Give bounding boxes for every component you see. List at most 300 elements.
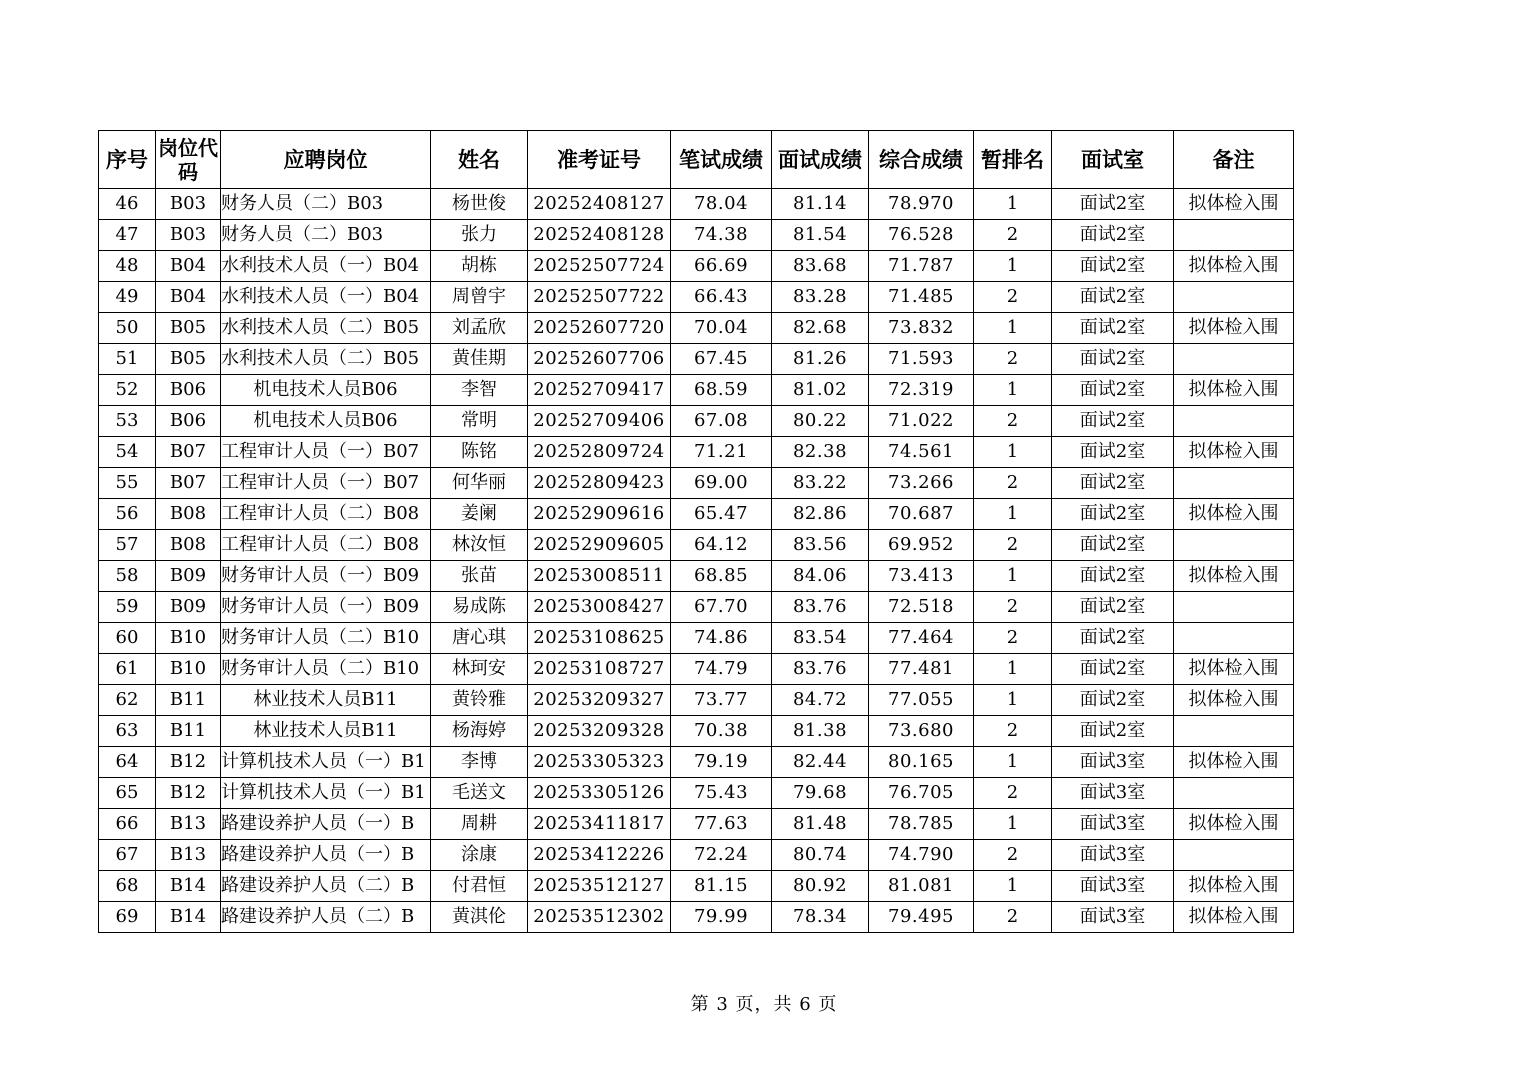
interview-room-cell: 面试2室 bbox=[1052, 189, 1174, 220]
exam-number-cell: 20253108625 bbox=[528, 623, 671, 654]
exam-number-cell: 20253512302 bbox=[528, 902, 671, 933]
exam-number-cell: 20253305126 bbox=[528, 778, 671, 809]
candidate-name-cell: 林汝恒 bbox=[431, 530, 528, 561]
total-score-cell: 79.495 bbox=[869, 902, 974, 933]
written-score-cell: 70.38 bbox=[671, 716, 772, 747]
row-number-cell: 64 bbox=[99, 747, 156, 778]
header-cell: 笔试成绩 bbox=[671, 131, 772, 189]
row-number-cell: 52 bbox=[99, 375, 156, 406]
candidate-name-cell: 黄佳期 bbox=[431, 344, 528, 375]
remark-cell: 拟体检入围 bbox=[1174, 499, 1294, 530]
exam-number-cell: 20252809724 bbox=[528, 437, 671, 468]
candidate-name-cell: 付君恒 bbox=[431, 871, 528, 902]
exam-number-cell: 20253305323 bbox=[528, 747, 671, 778]
post-name-cell: 财务审计人员（二）B10 bbox=[221, 654, 431, 685]
post-code-cell: B07 bbox=[156, 437, 221, 468]
written-score-cell: 74.79 bbox=[671, 654, 772, 685]
total-score-cell: 74.561 bbox=[869, 437, 974, 468]
total-score-cell: 70.687 bbox=[869, 499, 974, 530]
total-score-cell: 71.485 bbox=[869, 282, 974, 313]
post-name-cell: 财务审计人员（一）B09 bbox=[221, 592, 431, 623]
candidate-name-cell: 涂康 bbox=[431, 840, 528, 871]
rank-cell: 1 bbox=[974, 189, 1052, 220]
interview-score-cell: 80.74 bbox=[772, 840, 869, 871]
rank-cell: 1 bbox=[974, 437, 1052, 468]
rank-cell: 1 bbox=[974, 654, 1052, 685]
candidate-name-cell: 陈铭 bbox=[431, 437, 528, 468]
interview-room-cell: 面试3室 bbox=[1052, 871, 1174, 902]
post-code-cell: B13 bbox=[156, 840, 221, 871]
remark-cell: 拟体检入围 bbox=[1174, 809, 1294, 840]
post-name-cell: 财务审计人员（二）B10 bbox=[221, 623, 431, 654]
exam-number-cell: 20252909616 bbox=[528, 499, 671, 530]
table-row bbox=[99, 282, 1294, 313]
post-name-cell: 工程审计人员（一）B07 bbox=[221, 468, 431, 499]
candidate-name-cell: 周曾宇 bbox=[431, 282, 528, 313]
total-score-cell: 78.785 bbox=[869, 809, 974, 840]
row-number-cell: 50 bbox=[99, 313, 156, 344]
total-score-cell: 76.705 bbox=[869, 778, 974, 809]
post-name-cell: 工程审计人员（二）B08 bbox=[221, 499, 431, 530]
written-score-cell: 71.21 bbox=[671, 437, 772, 468]
post-name-cell: 路建设养护人员（二）B bbox=[221, 902, 431, 933]
candidate-name-cell: 黄淇伦 bbox=[431, 902, 528, 933]
rank-cell: 1 bbox=[974, 747, 1052, 778]
interview-room-cell: 面试2室 bbox=[1052, 437, 1174, 468]
written-score-cell: 68.85 bbox=[671, 561, 772, 592]
written-score-cell: 73.77 bbox=[671, 685, 772, 716]
post-name-cell: 财务审计人员（一）B09 bbox=[221, 561, 431, 592]
total-score-cell: 73.680 bbox=[869, 716, 974, 747]
total-score-cell: 77.055 bbox=[869, 685, 974, 716]
interview-score-cell: 83.22 bbox=[772, 468, 869, 499]
total-score-cell: 73.266 bbox=[869, 468, 974, 499]
row-number-cell: 54 bbox=[99, 437, 156, 468]
interview-score-cell: 83.28 bbox=[772, 282, 869, 313]
post-code-cell: B06 bbox=[156, 406, 221, 437]
rank-cell: 1 bbox=[974, 685, 1052, 716]
interview-room-cell: 面试3室 bbox=[1052, 778, 1174, 809]
rank-cell: 2 bbox=[974, 840, 1052, 871]
candidate-name-cell: 张苗 bbox=[431, 561, 528, 592]
interview-room-cell: 面试2室 bbox=[1052, 623, 1174, 654]
remark-cell: 拟体检入围 bbox=[1174, 189, 1294, 220]
table-row bbox=[99, 840, 1294, 871]
post-code-cell: B03 bbox=[156, 189, 221, 220]
post-code-cell: B04 bbox=[156, 251, 221, 282]
total-score-cell: 71.787 bbox=[869, 251, 974, 282]
candidate-name-cell: 黄铃雅 bbox=[431, 685, 528, 716]
rank-cell: 2 bbox=[974, 716, 1052, 747]
written-score-cell: 79.99 bbox=[671, 902, 772, 933]
candidate-name-cell: 胡栋 bbox=[431, 251, 528, 282]
remark-cell bbox=[1174, 282, 1294, 313]
exam-number-cell: 20252709417 bbox=[528, 375, 671, 406]
exam-number-cell: 20252909605 bbox=[528, 530, 671, 561]
row-number-cell: 46 bbox=[99, 189, 156, 220]
candidate-name-cell: 常明 bbox=[431, 406, 528, 437]
rank-cell: 1 bbox=[974, 313, 1052, 344]
header-cell: 准考证号 bbox=[528, 131, 671, 189]
header-cell: 面试室 bbox=[1052, 131, 1174, 189]
exam-number-cell: 20253209327 bbox=[528, 685, 671, 716]
table-row bbox=[99, 220, 1294, 251]
exam-number-cell: 20252607720 bbox=[528, 313, 671, 344]
post-name-cell: 计算机技术人员（一）B1 bbox=[221, 778, 431, 809]
interview-score-cell: 81.48 bbox=[772, 809, 869, 840]
post-name-cell: 路建设养护人员（二）B bbox=[221, 871, 431, 902]
remark-cell: 拟体检入围 bbox=[1174, 747, 1294, 778]
post-name-cell: 计算机技术人员（一）B1 bbox=[221, 747, 431, 778]
remark-cell bbox=[1174, 406, 1294, 437]
table-row bbox=[99, 778, 1294, 809]
header-row bbox=[99, 131, 1294, 189]
written-score-cell: 68.59 bbox=[671, 375, 772, 406]
written-score-cell: 78.04 bbox=[671, 189, 772, 220]
written-score-cell: 72.24 bbox=[671, 840, 772, 871]
table-row bbox=[99, 251, 1294, 282]
candidate-name-cell: 姜阑 bbox=[431, 499, 528, 530]
row-number-cell: 58 bbox=[99, 561, 156, 592]
total-score-cell: 81.081 bbox=[869, 871, 974, 902]
remark-cell bbox=[1174, 344, 1294, 375]
post-code-cell: B10 bbox=[156, 623, 221, 654]
row-number-cell: 59 bbox=[99, 592, 156, 623]
interview-score-cell: 82.86 bbox=[772, 499, 869, 530]
candidate-name-cell: 何华丽 bbox=[431, 468, 528, 499]
candidate-name-cell: 刘孟欣 bbox=[431, 313, 528, 344]
post-code-cell: B12 bbox=[156, 747, 221, 778]
total-score-cell: 71.022 bbox=[869, 406, 974, 437]
post-name-cell: 水利技术人员（一）B04 bbox=[221, 282, 431, 313]
rank-cell: 1 bbox=[974, 251, 1052, 282]
interview-score-cell: 81.38 bbox=[772, 716, 869, 747]
post-name-cell: 路建设养护人员（一）B bbox=[221, 809, 431, 840]
exam-number-cell: 20253008427 bbox=[528, 592, 671, 623]
candidate-name-cell: 李博 bbox=[431, 747, 528, 778]
remark-cell bbox=[1174, 592, 1294, 623]
written-score-cell: 65.47 bbox=[671, 499, 772, 530]
page-number-footer: 第 3 页，共 6 页 bbox=[690, 994, 838, 1015]
candidate-name-cell: 易成陈 bbox=[431, 592, 528, 623]
post-name-cell: 财务人员（二）B03 bbox=[221, 220, 431, 251]
post-code-cell: B10 bbox=[156, 654, 221, 685]
header-cell: 备注 bbox=[1174, 131, 1294, 189]
interview-score-cell: 82.38 bbox=[772, 437, 869, 468]
written-score-cell: 81.15 bbox=[671, 871, 772, 902]
exam-number-cell: 20253411817 bbox=[528, 809, 671, 840]
written-score-cell: 67.08 bbox=[671, 406, 772, 437]
remark-cell: 拟体检入围 bbox=[1174, 313, 1294, 344]
row-number-cell: 57 bbox=[99, 530, 156, 561]
written-score-cell: 64.12 bbox=[671, 530, 772, 561]
table-row bbox=[99, 468, 1294, 499]
rank-cell: 2 bbox=[974, 220, 1052, 251]
post-code-cell: B04 bbox=[156, 282, 221, 313]
exam-number-cell: 20252507722 bbox=[528, 282, 671, 313]
remark-cell bbox=[1174, 716, 1294, 747]
post-name-cell: 机电技术人员B06 bbox=[221, 375, 431, 406]
table-row bbox=[99, 871, 1294, 902]
row-number-cell: 69 bbox=[99, 902, 156, 933]
table-row bbox=[99, 499, 1294, 530]
interview-room-cell: 面试2室 bbox=[1052, 375, 1174, 406]
table-row bbox=[99, 530, 1294, 561]
table-row bbox=[99, 437, 1294, 468]
interview-room-cell: 面试2室 bbox=[1052, 468, 1174, 499]
candidate-name-cell: 林珂安 bbox=[431, 654, 528, 685]
interview-room-cell: 面试2室 bbox=[1052, 406, 1174, 437]
score-table bbox=[98, 130, 1294, 933]
remark-cell: 拟体检入围 bbox=[1174, 437, 1294, 468]
table-body bbox=[99, 189, 1294, 933]
written-score-cell: 79.19 bbox=[671, 747, 772, 778]
rank-cell: 1 bbox=[974, 499, 1052, 530]
interview-room-cell: 面试2室 bbox=[1052, 654, 1174, 685]
rank-cell: 1 bbox=[974, 871, 1052, 902]
interview-room-cell: 面试2室 bbox=[1052, 561, 1174, 592]
remark-cell: 拟体检入围 bbox=[1174, 654, 1294, 685]
row-number-cell: 55 bbox=[99, 468, 156, 499]
table-row bbox=[99, 685, 1294, 716]
row-number-cell: 65 bbox=[99, 778, 156, 809]
post-name-cell: 水利技术人员（一）B04 bbox=[221, 251, 431, 282]
exam-number-cell: 20253412226 bbox=[528, 840, 671, 871]
interview-room-cell: 面试2室 bbox=[1052, 716, 1174, 747]
total-score-cell: 71.593 bbox=[869, 344, 974, 375]
interview-room-cell: 面试3室 bbox=[1052, 840, 1174, 871]
interview-score-cell: 83.76 bbox=[772, 654, 869, 685]
post-code-cell: B11 bbox=[156, 685, 221, 716]
exam-number-cell: 20252408128 bbox=[528, 220, 671, 251]
candidate-name-cell: 周耕 bbox=[431, 809, 528, 840]
remark-cell bbox=[1174, 468, 1294, 499]
total-score-cell: 72.319 bbox=[869, 375, 974, 406]
post-code-cell: B08 bbox=[156, 499, 221, 530]
row-number-cell: 60 bbox=[99, 623, 156, 654]
interview-score-cell: 80.22 bbox=[772, 406, 869, 437]
interview-score-cell: 79.68 bbox=[772, 778, 869, 809]
post-code-cell: B06 bbox=[156, 375, 221, 406]
interview-room-cell: 面试2室 bbox=[1052, 344, 1174, 375]
interview-room-cell: 面试2室 bbox=[1052, 220, 1174, 251]
total-score-cell: 72.518 bbox=[869, 592, 974, 623]
interview-score-cell: 83.56 bbox=[772, 530, 869, 561]
row-number-cell: 62 bbox=[99, 685, 156, 716]
post-code-cell: B05 bbox=[156, 313, 221, 344]
remark-cell bbox=[1174, 530, 1294, 561]
row-number-cell: 47 bbox=[99, 220, 156, 251]
post-name-cell: 路建设养护人员（一）B bbox=[221, 840, 431, 871]
rank-cell: 2 bbox=[974, 623, 1052, 654]
interview-room-cell: 面试2室 bbox=[1052, 592, 1174, 623]
header-cell: 综合成绩 bbox=[869, 131, 974, 189]
post-name-cell: 机电技术人员B06 bbox=[221, 406, 431, 437]
post-name-cell: 财务人员（二）B03 bbox=[221, 189, 431, 220]
rank-cell: 2 bbox=[974, 530, 1052, 561]
post-code-cell: B08 bbox=[156, 530, 221, 561]
post-name-cell: 工程审计人员（一）B07 bbox=[221, 437, 431, 468]
remark-cell bbox=[1174, 840, 1294, 871]
remark-cell: 拟体检入围 bbox=[1174, 871, 1294, 902]
post-code-cell: B05 bbox=[156, 344, 221, 375]
interview-score-cell: 83.76 bbox=[772, 592, 869, 623]
written-score-cell: 74.38 bbox=[671, 220, 772, 251]
header-cell: 岗位代码 bbox=[156, 131, 221, 189]
remark-cell: 拟体检入围 bbox=[1174, 685, 1294, 716]
interview-score-cell: 78.34 bbox=[772, 902, 869, 933]
row-number-cell: 53 bbox=[99, 406, 156, 437]
remark-cell: 拟体检入围 bbox=[1174, 902, 1294, 933]
interview-room-cell: 面试2室 bbox=[1052, 313, 1174, 344]
table-row bbox=[99, 375, 1294, 406]
post-name-cell: 林业技术人员B11 bbox=[221, 716, 431, 747]
rank-cell: 2 bbox=[974, 282, 1052, 313]
interview-score-cell: 81.54 bbox=[772, 220, 869, 251]
table-row bbox=[99, 313, 1294, 344]
table-row bbox=[99, 809, 1294, 840]
total-score-cell: 77.481 bbox=[869, 654, 974, 685]
post-code-cell: B11 bbox=[156, 716, 221, 747]
header-cell: 面试成绩 bbox=[772, 131, 869, 189]
written-score-cell: 66.69 bbox=[671, 251, 772, 282]
exam-number-cell: 20253512127 bbox=[528, 871, 671, 902]
post-code-cell: B09 bbox=[156, 592, 221, 623]
post-name-cell: 林业技术人员B11 bbox=[221, 685, 431, 716]
interview-room-cell: 面试2室 bbox=[1052, 251, 1174, 282]
table-row bbox=[99, 654, 1294, 685]
candidate-name-cell: 杨世俊 bbox=[431, 189, 528, 220]
candidate-name-cell: 李智 bbox=[431, 375, 528, 406]
total-score-cell: 78.970 bbox=[869, 189, 974, 220]
interview-score-cell: 84.06 bbox=[772, 561, 869, 592]
remark-cell: 拟体检入围 bbox=[1174, 375, 1294, 406]
rank-cell: 2 bbox=[974, 778, 1052, 809]
rank-cell: 2 bbox=[974, 406, 1052, 437]
table-row bbox=[99, 623, 1294, 654]
row-number-cell: 49 bbox=[99, 282, 156, 313]
interview-score-cell: 81.02 bbox=[772, 375, 869, 406]
written-score-cell: 69.00 bbox=[671, 468, 772, 499]
interview-room-cell: 面试2室 bbox=[1052, 530, 1174, 561]
written-score-cell: 67.70 bbox=[671, 592, 772, 623]
written-score-cell: 75.43 bbox=[671, 778, 772, 809]
total-score-cell: 73.832 bbox=[869, 313, 974, 344]
row-number-cell: 66 bbox=[99, 809, 156, 840]
interview-room-cell: 面试2室 bbox=[1052, 685, 1174, 716]
interview-room-cell: 面试3室 bbox=[1052, 747, 1174, 778]
remark-cell bbox=[1174, 778, 1294, 809]
candidate-name-cell: 毛送文 bbox=[431, 778, 528, 809]
row-number-cell: 61 bbox=[99, 654, 156, 685]
total-score-cell: 69.952 bbox=[869, 530, 974, 561]
post-code-cell: B07 bbox=[156, 468, 221, 499]
candidate-name-cell: 唐心琪 bbox=[431, 623, 528, 654]
header-cell: 应聘岗位 bbox=[221, 131, 431, 189]
written-score-cell: 66.43 bbox=[671, 282, 772, 313]
table-row bbox=[99, 561, 1294, 592]
row-number-cell: 48 bbox=[99, 251, 156, 282]
post-name-cell: 水利技术人员（二）B05 bbox=[221, 344, 431, 375]
candidate-name-cell: 杨海婷 bbox=[431, 716, 528, 747]
candidate-name-cell: 张力 bbox=[431, 220, 528, 251]
exam-number-cell: 20252809423 bbox=[528, 468, 671, 499]
rank-cell: 1 bbox=[974, 375, 1052, 406]
exam-number-cell: 20253209328 bbox=[528, 716, 671, 747]
post-name-cell: 水利技术人员（二）B05 bbox=[221, 313, 431, 344]
remark-cell: 拟体检入围 bbox=[1174, 561, 1294, 592]
exam-number-cell: 20252709406 bbox=[528, 406, 671, 437]
row-number-cell: 68 bbox=[99, 871, 156, 902]
total-score-cell: 76.528 bbox=[869, 220, 974, 251]
remark-cell: 拟体检入围 bbox=[1174, 251, 1294, 282]
written-score-cell: 67.45 bbox=[671, 344, 772, 375]
total-score-cell: 80.165 bbox=[869, 747, 974, 778]
table-row bbox=[99, 747, 1294, 778]
header-cell: 姓名 bbox=[431, 131, 528, 189]
interview-room-cell: 面试2室 bbox=[1052, 499, 1174, 530]
interview-room-cell: 面试2室 bbox=[1052, 282, 1174, 313]
post-name-cell: 工程审计人员（二）B08 bbox=[221, 530, 431, 561]
interview-score-cell: 83.68 bbox=[772, 251, 869, 282]
table-row bbox=[99, 716, 1294, 747]
total-score-cell: 74.790 bbox=[869, 840, 974, 871]
rank-cell: 2 bbox=[974, 592, 1052, 623]
exam-number-cell: 20253108727 bbox=[528, 654, 671, 685]
interview-room-cell: 面试3室 bbox=[1052, 902, 1174, 933]
post-code-cell: B14 bbox=[156, 902, 221, 933]
total-score-cell: 77.464 bbox=[869, 623, 974, 654]
row-number-cell: 51 bbox=[99, 344, 156, 375]
header-cell: 序号 bbox=[99, 131, 156, 189]
rank-cell: 1 bbox=[974, 561, 1052, 592]
row-number-cell: 56 bbox=[99, 499, 156, 530]
exam-number-cell: 20252607706 bbox=[528, 344, 671, 375]
row-number-cell: 67 bbox=[99, 840, 156, 871]
interview-score-cell: 82.44 bbox=[772, 747, 869, 778]
rank-cell: 2 bbox=[974, 902, 1052, 933]
written-score-cell: 70.04 bbox=[671, 313, 772, 344]
post-code-cell: B12 bbox=[156, 778, 221, 809]
interview-score-cell: 81.14 bbox=[772, 189, 869, 220]
total-score-cell: 73.413 bbox=[869, 561, 974, 592]
interview-score-cell: 81.26 bbox=[772, 344, 869, 375]
written-score-cell: 74.86 bbox=[671, 623, 772, 654]
interview-score-cell: 82.68 bbox=[772, 313, 869, 344]
interview-score-cell: 80.92 bbox=[772, 871, 869, 902]
exam-number-cell: 20253008511 bbox=[528, 561, 671, 592]
remark-cell bbox=[1174, 623, 1294, 654]
post-code-cell: B03 bbox=[156, 220, 221, 251]
interview-score-cell: 83.54 bbox=[772, 623, 869, 654]
rank-cell: 1 bbox=[974, 809, 1052, 840]
remark-cell bbox=[1174, 220, 1294, 251]
interview-room-cell: 面试3室 bbox=[1052, 809, 1174, 840]
table-row bbox=[99, 344, 1294, 375]
exam-number-cell: 20252507724 bbox=[528, 251, 671, 282]
post-code-cell: B14 bbox=[156, 871, 221, 902]
exam-number-cell: 20252408127 bbox=[528, 189, 671, 220]
row-number-cell: 63 bbox=[99, 716, 156, 747]
interview-score-cell: 84.72 bbox=[772, 685, 869, 716]
post-code-cell: B09 bbox=[156, 561, 221, 592]
header-cell: 暂排名 bbox=[974, 131, 1052, 189]
rank-cell: 2 bbox=[974, 344, 1052, 375]
table-row bbox=[99, 189, 1294, 220]
table-row bbox=[99, 592, 1294, 623]
table-row bbox=[99, 406, 1294, 437]
written-score-cell: 77.63 bbox=[671, 809, 772, 840]
